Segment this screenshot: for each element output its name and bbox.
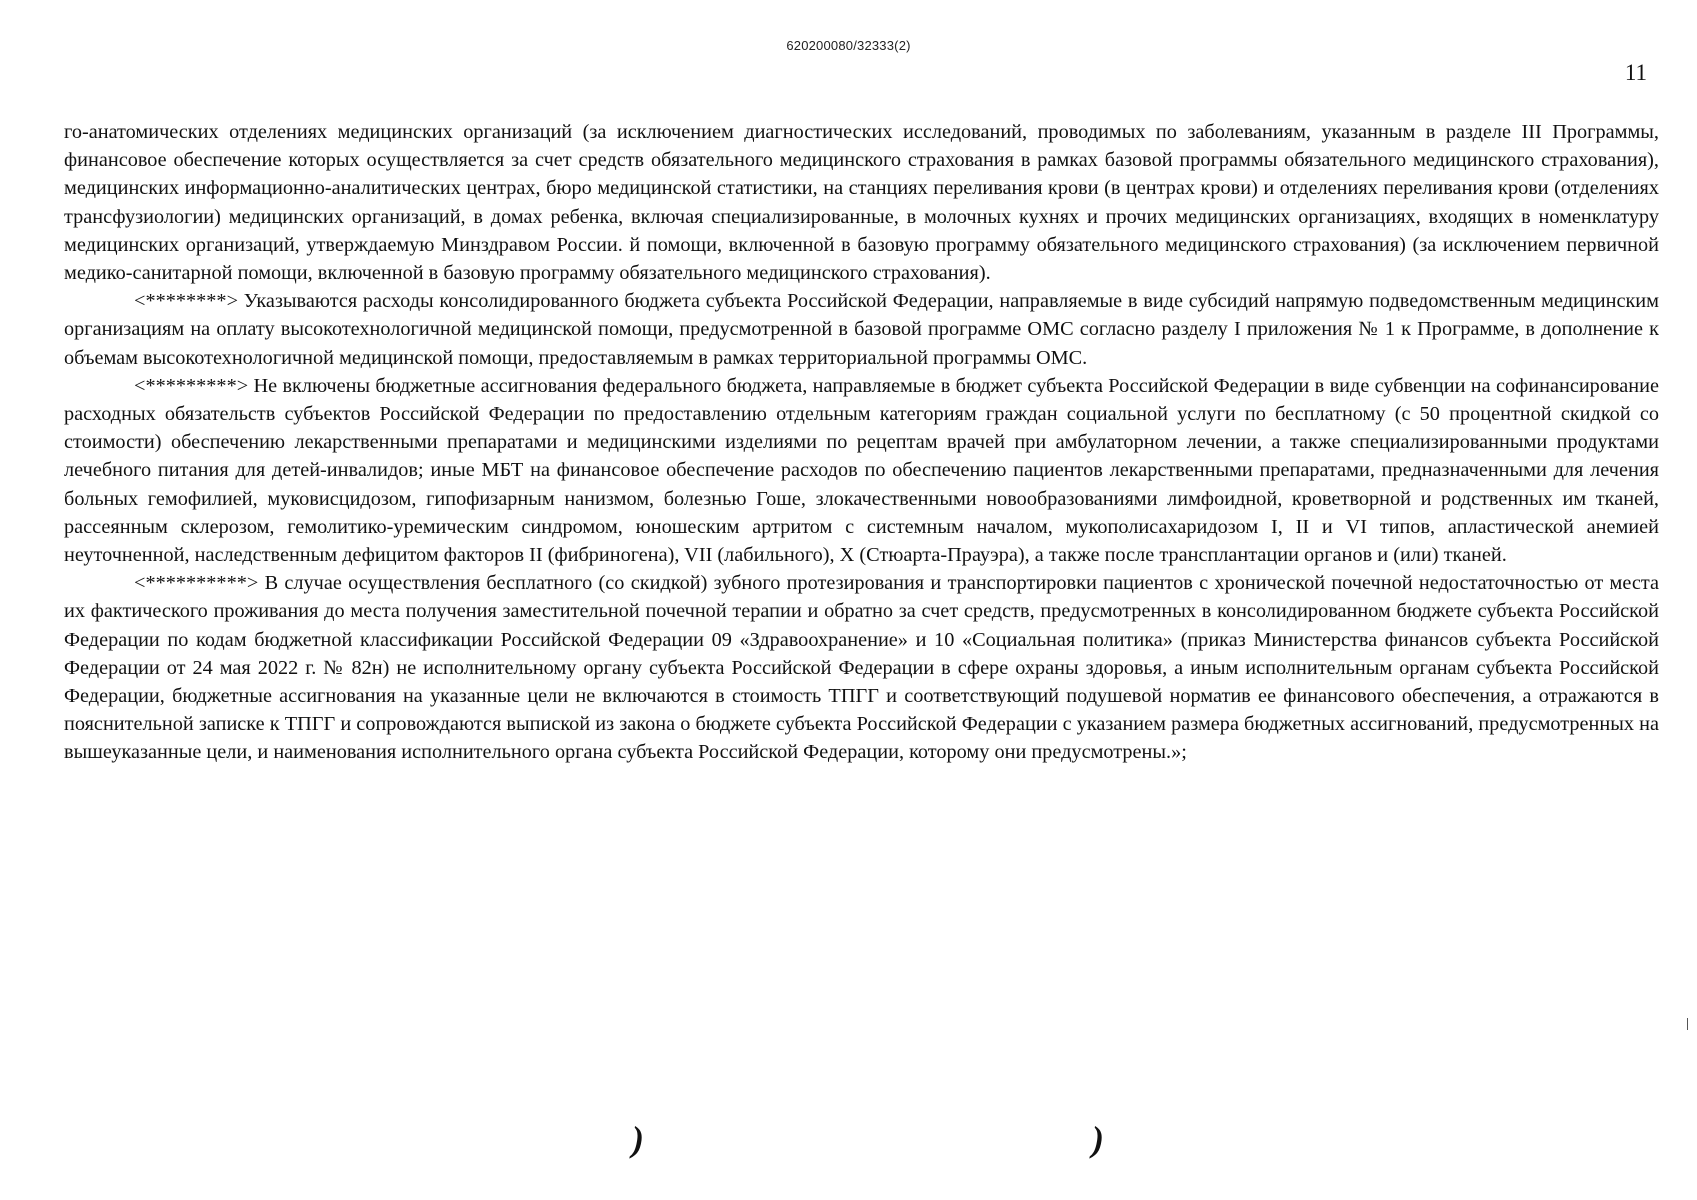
footnote-10-stars: <**********> В случае осуществления бесплатного (со скидкой) зубного протезирования и транспортировки пациентов с хронической почечной недостаточностью от места их фактического проживания до места получения заместительной почечной терапии и обратно за счет средств, предусмотренных в консолидированном бюджете субъекта Российской Федерации по кодам бюджетной классификации Российской Федерации 09 «Здравоохранение» и 10 «Социальная политика» (приказ Министерства финансов субъекта Российской Федерации от 24 мая 2022 г. № 82н) не исполнительному органу субъекта Российской Федерации в сфере охраны здоровья, а иным исполнительным органам субъекта Российской Федерации, бюджетные ассигнования на указанные цели не включаются в стоимость ТПГГ и соответствующий подушевой норматив ее финансового обеспечения, а отражаются в пояснительной записке к ТПГГ и сопровождаются выпиской из закона о бюджете субъекта Российской Федерации с указанием размера бюджетных ассигнований, предусмотренных на вышеуказанные цели, и наименования исполнительного органа субъекта Российской Федерации, которому они предусмотрены.»; xyxy=(64,572,1659,764)
page-number: 11 xyxy=(1624,60,1647,85)
document-id: 620200080/32333(2) xyxy=(786,38,911,53)
footnote-8-stars: <********> Указываются расходы консолидированного бюджета субъекта Российской Федерации, направляемые в виде субсидий напрямую подведомственным медицинским организациям на оплату высокотехнологичной медицинской помощи, предусмотренной в базовой программе ОМС согласно разделу I приложения № 1 к Программе, в дополнение к объемам высокотехнологичной медицинской помощи, предоставляемым в рамках территориальной программы ОМС. xyxy=(64,290,1659,369)
document-body xyxy=(64,118,1659,767)
edge-mark xyxy=(1687,1018,1693,1030)
paragraph-continuation: го-анатомических отделениях медицинских организаций (за исключением диагностических исследований, проводимых по заболеваниям, указанным в разделе III Программы, финансовое обеспечение которых осуществляется за счет средств обязательного медицинского страхования в рамках базовой программы обязательного медицинского страхования), медицинских информационно-аналитических центрах, бюро медицинской статистики, на станциях переливания крови (в центрах крови) и отделениях переливания крови (отделениях трансфузиологии) медицинских организаций, в домах ребенка, включая специализированные, в молочных кухнях и прочих медицинских организациях, входящих в номенклатуру медицинских организаций, утверждаемую Минздравом России. й помощи, включенной в базовую программу обязательного медицинского страхования) (за исключением первичной медико-санитарной помощи, включенной в базовую программу обязательного медицинского страхования). xyxy=(64,121,1659,285)
initial-mark-right: ) xyxy=(1092,1119,1104,1159)
initial-mark-left: ) xyxy=(632,1119,644,1159)
footnote-9-stars: <*********> Не включены бюджетные ассигнования федерального бюджета, направляемые в бюджет субъекта Российской Федерации в виде субвенции на софинансирование расходных обязательств субъектов Российской Федерации по предоставлению отдельным категориям граждан социальной услуги по бесплатному (с 50 процентной скидкой со стоимости) обеспечению лекарственными препаратами и медицинскими изделиями по рецептам врачей при амбулаторном лечении, а также специализированными продуктами лечебного питания для детей-инвалидов; иные МБТ на финансовое обеспечение расходов по обеспечению пациентов лекарственными препаратами, предназначенными для лечения больных гемофилией, муковисцидозом, гипофизарным нанизмом, болезнью Гоше, злокачественными новообразованиями лимфоидной, кроветворной и родственных им тканей, рассеянным склерозом, гемолитико-уремическим синдромом, юношеским артритом с системным началом, мукополисахаридозом I, II и VI типов, апластической анемией неуточненной, наследственным дефицитом факторов II (фибриногена), VII (лабильного), X (Стюарта-Прауэра), а также после трансплантации органов и (или) тканей. xyxy=(64,374,1659,567)
